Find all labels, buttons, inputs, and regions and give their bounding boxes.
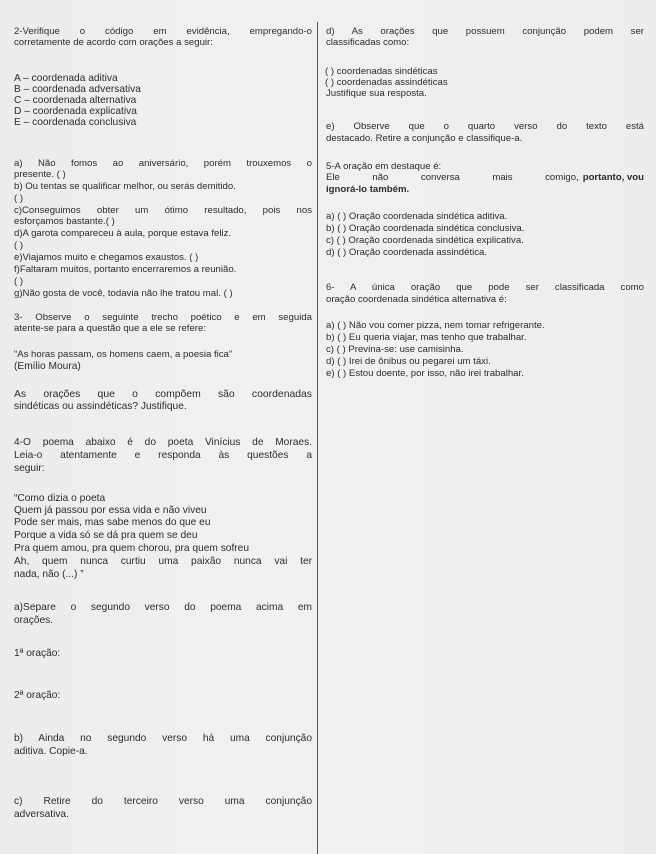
q2-item-g: g)Não gosta de você, todavia não lhe tratou mal. ( ) [14,288,233,299]
q6-option-e: e) ( ) Estou doente, por isso, não irei trabalhar. [326,368,524,379]
poem-verse-7: nada, não (...) ” [14,569,84,580]
q6-line-1: 6- A única oração que pode ser classificada como [326,282,644,293]
q5-option-c: c) ( ) Oração coordenada sindética explicativa. [326,235,524,246]
q3-line-2: atente-se para a questão que a ele se refere: [14,323,207,334]
code-b: B – coordenada adversativa [14,84,141,95]
code-e: E – coordenada conclusiva [14,117,137,128]
q4-line-1: 4-O poema abaixo é do poeta Vinícius de Moraes. [14,437,312,448]
poem-verse-1: “Como dizia o poeta [14,493,106,504]
q2-title-line-1: 2-Verifique o código em evidência, empregando-o [14,26,312,37]
q2-item-f-line-1: f)Faltaram muitos, portanto encerraremos a reunião. [14,264,237,275]
q2-item-c-line-2: esforçamos bastante.( ) [14,216,115,227]
code-d: D – coordenada explicativa [14,106,137,117]
q6-option-a: a) ( ) Não vou comer pizza, nem tomar refrigerante. [326,320,545,331]
q5-option-b: b) ( ) Oração coordenada sindética conclusiva. [326,223,525,234]
poem-verse-4: Porque a vida só se dá pra quem se deu [14,530,198,541]
q4b-line-1: b) Ainda no segundo verso há uma conjunção [14,733,312,744]
q2-item-f-line-2: ( ) [14,276,24,287]
poem-verse-3: Pode ser mais, mas sabe menos do que eu [14,517,211,528]
q5-option-a: a) ( ) Oração coordenada sindética aditiva. [326,211,508,222]
q4b-line-2: aditiva. Copie-a. [14,746,88,757]
q4a-line-2: orações. [14,615,54,626]
q5-sentence-bold-2: ignorá-lo também. [326,184,410,195]
q2-item-b-line-1: b) Ou tentas se qualificar melhor, ou serás demitido. [14,181,236,192]
q5-option-d: d) ( ) Oração coordenada assindética. [326,247,488,258]
q6-option-b: b) ( ) Eu queria viajar, mas tenho que trabalhar. [326,332,527,343]
q3-ask-line-2: sindéticas ou assindéticas? Justifique. [14,401,187,412]
q2-item-b-line-2: ( ) [14,193,24,204]
q4e-line-1: e) Observe que o quarto verso do texto está [326,121,644,132]
q2-item-e: e)Viajamos muito e chegamos exaustos. ( ) [14,252,199,263]
q5-sentence-bold-1: portanto, vou [582,172,644,183]
poem-verse-5: Pra quem amou, pra quem chorou, pra quem sofreu [14,543,250,554]
q2-item-c-line-1: c)Conseguimos obter um ótimo resultado, pois nos [14,205,312,216]
q2-title-line-2: corretamente de acordo com orações a seguir: [14,37,213,48]
q5-sentence-line-1 [326,172,644,183]
q4c-line-2: adversativa. [14,809,69,820]
code-a: A – coordenada aditiva [14,73,118,84]
q4d-line-1: d) As orações que possuem conjunção podem ser [326,26,644,37]
option-sindeticas: ( ) coordenadas sindéticas [325,66,438,77]
q3-quote: “As horas passam, os homens caem, a poesia fica” [14,349,233,360]
q6-option-c: c) ( ) Previna-se: use camisinha. [326,344,464,355]
q2-item-d-line-2: ( ) [14,240,24,251]
q3-author: (Emílio Moura) [14,361,81,372]
q4a-line-1: a)Separe o segundo verso do poema acima em [14,602,312,613]
q2-item-d-line-1: d)A garota compareceu à aula, porque estava feliz. [14,228,232,239]
justify-prompt: Justifique sua resposta. [326,88,427,99]
poem-verse-2: Quem já passou por essa vida e não viveu [14,505,207,516]
q4e-line-2: destacado. Retire a conjunção e classifique-a. [326,133,523,144]
q2-item-a-line-2: presente. ( ) [14,169,66,180]
q2-item-a-line-1: a) Não fomos ao aniversário, porém trouxemos o [14,158,312,169]
q3-line-1: 3- Observe o seguinte trecho poético e em seguida [14,312,312,323]
code-c: C – coordenada alternativa [14,95,137,106]
q4-line-3: seguir: [14,463,45,474]
q5-sentence-plain: Ele não conversa mais comigo, [326,172,579,183]
option-assindeticas: ( ) coordenadas assindéticas [325,77,448,88]
q3-ask-line-1: As orações que o compõem são coordenadas [14,389,312,400]
column-divider [317,22,318,854]
q4a-second-clause: 2ª oração: [14,690,61,701]
q5-title: 5-A oração em destaque é: [326,161,442,172]
q4-line-2: Leia-o atentamente e responda às questões a [14,450,312,461]
q4c-line-1: c) Retire do terceiro verso uma conjunção [14,796,312,807]
q6-option-d: d) ( ) Irei de ônibus ou pegarei um táxi. [326,356,491,367]
q4a-first-clause: 1ª oração: [14,648,61,659]
poem-verse-6: Ah, quem nunca curtiu uma paixão nunca vai ter [14,556,312,567]
q4d-line-2: classificadas como: [326,37,410,48]
q6-line-2: oração coordenada sindética alternativa é: [326,294,507,305]
